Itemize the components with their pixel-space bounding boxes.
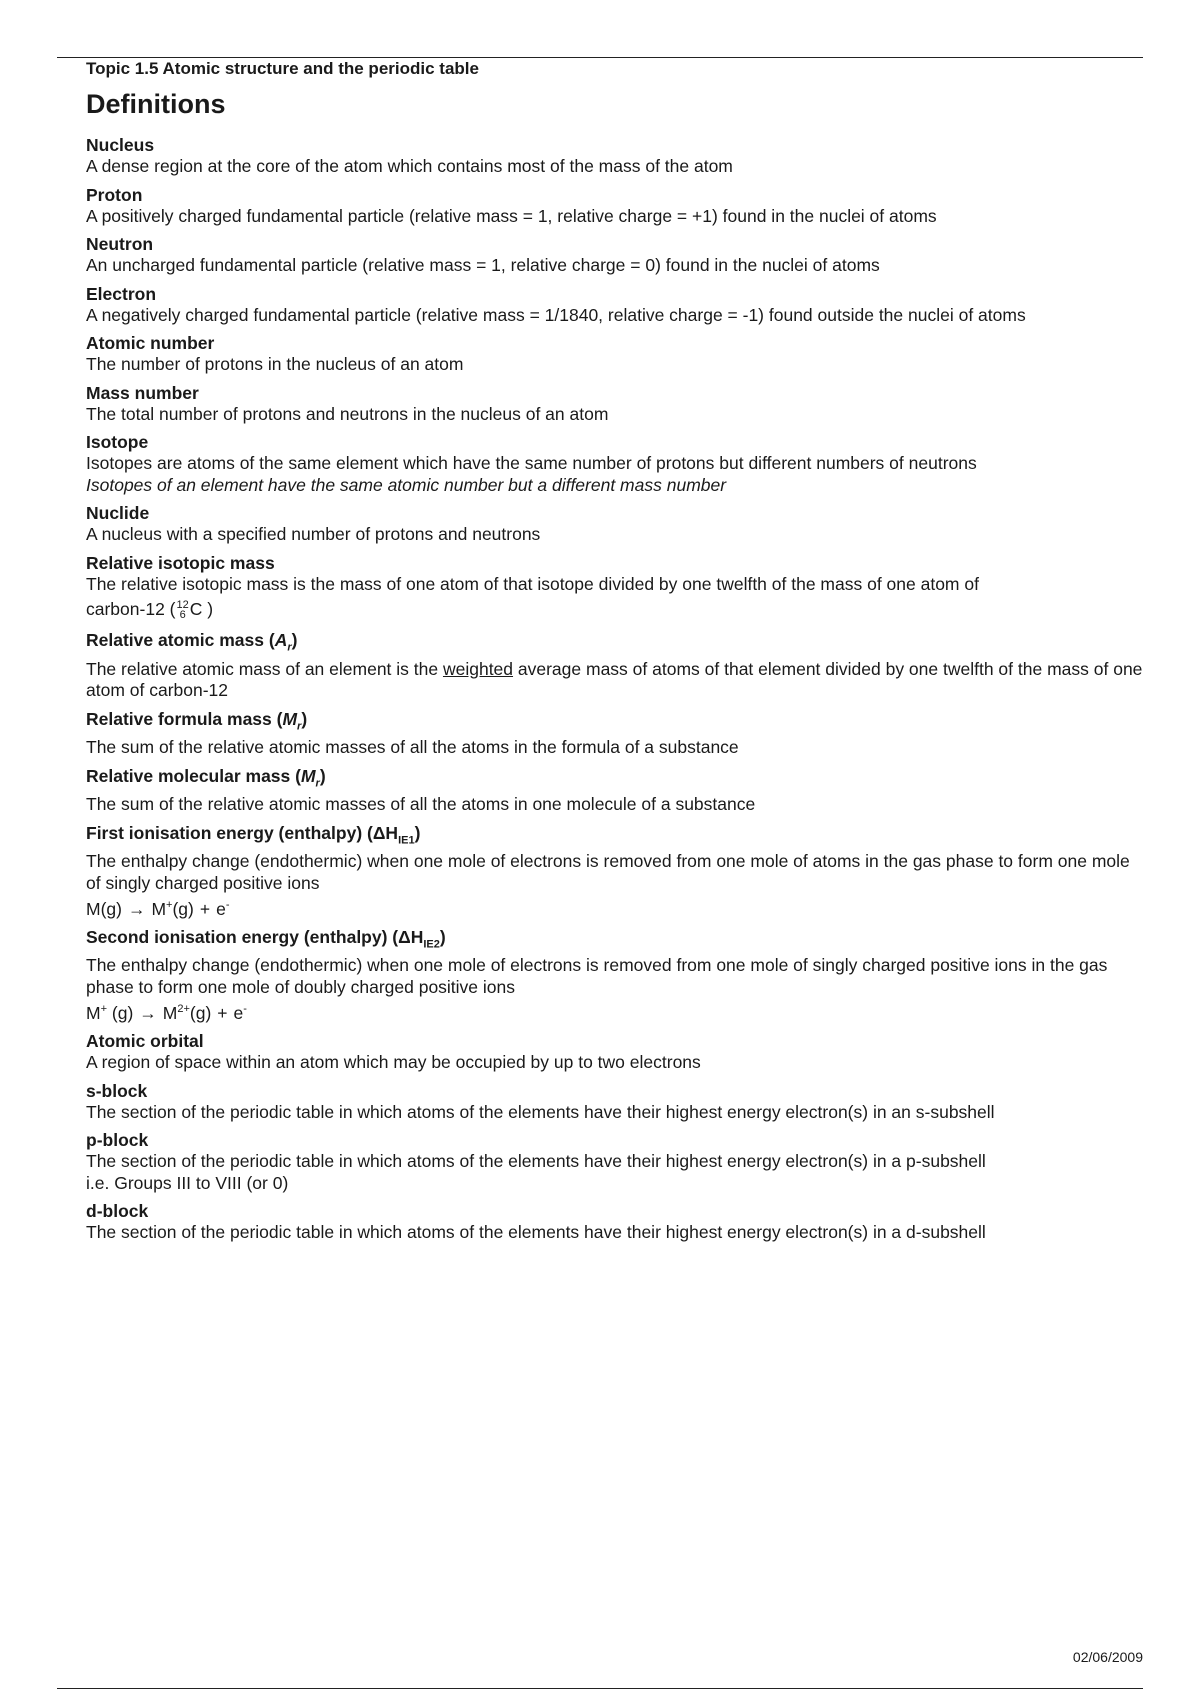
bottom-rule xyxy=(57,1688,1143,1689)
term: Neutron xyxy=(86,234,154,254)
definition: The enthalpy change (endothermic) when one mole of electrons is removed from one mole of atoms in the gas phase to form one mole of singly charged positive ions xyxy=(86,851,1130,893)
definition: Isotopes are atoms of the same element which have the same number of protons but different numbers of neutrons xyxy=(86,453,977,473)
term xyxy=(86,765,1146,795)
def-p-block xyxy=(86,1129,1146,1194)
term-text: Relative formula mass ( xyxy=(86,708,283,729)
element-symbol: C xyxy=(189,599,203,619)
carbon-text: carbon-12 ( xyxy=(86,599,176,619)
eq-right: M xyxy=(162,1003,178,1024)
term: p-block xyxy=(86,1130,149,1151)
term: Electron xyxy=(86,283,157,304)
symbol-sub: r xyxy=(315,777,320,789)
def-mass-number xyxy=(86,382,1146,426)
term-text: Relative molecular mass ( xyxy=(86,765,301,786)
symbol: A xyxy=(274,630,288,650)
definition: A dense region at the core of the atom which contains most of the mass of the atom xyxy=(86,156,733,176)
term: Nucleus xyxy=(86,135,155,155)
def-nucleus xyxy=(86,134,1146,178)
definition: The sum of the relative atomic masses of all the atoms in the formula of a substance xyxy=(86,737,739,757)
page-date: 02/06/2009 xyxy=(1072,1649,1143,1665)
def-second-ionisation-energy xyxy=(86,926,1146,1024)
def-relative-molecular-mass xyxy=(86,765,1146,816)
atomic-number-sub: 6 xyxy=(179,609,186,622)
plus-sign: + xyxy=(217,1003,228,1024)
eq-right: M xyxy=(151,898,167,919)
electron-charge: - xyxy=(243,1003,247,1016)
symbol-sub: r xyxy=(297,720,302,732)
term-close: ) xyxy=(319,765,326,786)
def-proton xyxy=(86,184,1146,228)
definition: An uncharged fundamental particle (relative mass = 1, relative charge = 0) found in the nuclei of atoms xyxy=(86,255,880,275)
def-electron xyxy=(86,283,1146,327)
page-title: Definitions xyxy=(86,89,226,119)
def-relative-atomic-mass xyxy=(86,629,1146,702)
mass-number-sup: 12 xyxy=(176,599,189,612)
definition: A negatively charged fundamental particle (relative mass = 1/1840, relative charge = -1) found outside the nuclei of atoms xyxy=(86,304,1026,325)
nuclide-notation xyxy=(177,600,189,620)
def-atomic-number xyxy=(86,332,1146,376)
term: Atomic orbital xyxy=(86,1031,204,1052)
arrow-icon: → xyxy=(127,898,146,919)
definition: The relative isotopic mass is the mass of one atom of that isotope divided by one twelfth of the mass of one atom of xyxy=(86,573,979,594)
eq-right-state: (g) xyxy=(172,898,194,919)
definition xyxy=(86,659,1146,702)
electron-charge: - xyxy=(225,899,230,911)
eq-left: M xyxy=(86,1003,101,1024)
arrow-icon: → xyxy=(139,1003,157,1024)
eq-right-charge: 2+ xyxy=(177,1003,190,1016)
top-rule xyxy=(57,57,1143,58)
equation xyxy=(86,894,1146,920)
definition: A nucleus with a specified number of protons and neutrons xyxy=(86,524,541,544)
def-relative-formula-mass xyxy=(86,708,1146,759)
term-close: ) xyxy=(414,822,421,843)
definition: The total number of protons and neutrons in the nucleus of an atom xyxy=(86,403,609,424)
eq-right-charge: + xyxy=(166,899,173,911)
electron-symbol: e xyxy=(216,898,226,919)
term-sub: IE2 xyxy=(423,938,440,951)
def-nuclide xyxy=(86,502,1146,546)
term: s-block xyxy=(86,1080,148,1101)
equation xyxy=(86,998,1146,1024)
term: d-block xyxy=(86,1201,149,1222)
term-text: Second ionisation energy (enthalpy) (ΔH xyxy=(86,926,424,947)
definition: The section of the periodic table in which atoms of the elements have their highest energy electron(s) in a p-subshell xyxy=(86,1151,986,1172)
definition-note: Isotopes of an element have the same atomic number but a different mass number xyxy=(86,474,727,495)
eq-right-state: (g) xyxy=(189,1003,212,1024)
eq-left-state: (g) xyxy=(107,1003,134,1024)
definition: The enthalpy change (endothermic) when one mole of electrons is removed from one mole of singly charged positive ions in the gas phase to form one mole of doubly charged positive ions xyxy=(86,955,1108,997)
definition-note: i.e. Groups III to VIII (or 0) xyxy=(86,1172,289,1193)
desc-underlined: weighted xyxy=(442,658,514,679)
term-text: Relative atomic mass ( xyxy=(86,630,275,650)
symbol: M xyxy=(300,765,316,786)
term xyxy=(86,708,1146,738)
term-sub: IE1 xyxy=(398,834,415,846)
symbol: M xyxy=(282,708,298,729)
definition: The section of the periodic table in which atoms of the elements have their highest energy electron(s) in a d-subshell xyxy=(86,1222,986,1243)
term: Isotope xyxy=(86,432,149,452)
def-neutron xyxy=(86,233,1146,277)
term-text: First ionisation energy (enthalpy) (ΔH xyxy=(86,822,399,843)
term-close: ) xyxy=(291,630,298,650)
eq-left: M(g) xyxy=(86,898,122,919)
term xyxy=(86,822,1146,852)
def-first-ionisation-energy xyxy=(86,822,1146,920)
definition: A positively charged fundamental particle (relative mass = 1, relative charge = +1) found in the nuclei of atoms xyxy=(86,205,937,226)
term-close: ) xyxy=(439,926,446,947)
def-d-block xyxy=(86,1200,1146,1244)
term: Atomic number xyxy=(86,333,215,353)
term: Nuclide xyxy=(86,503,150,523)
definition-carbon xyxy=(86,595,1146,623)
symbol-sub: r xyxy=(287,641,292,654)
eq-left-charge: + xyxy=(100,1003,108,1016)
def-s-block xyxy=(86,1080,1146,1124)
term: Relative isotopic mass xyxy=(86,552,275,573)
plus-sign: + xyxy=(199,898,211,919)
desc-pre: The relative atomic mass of an element is the xyxy=(86,658,443,679)
term xyxy=(86,629,1146,659)
close-paren: ) xyxy=(207,599,214,619)
electron-symbol: e xyxy=(233,1003,244,1024)
term-close: ) xyxy=(301,708,308,729)
definition: A region of space within an atom which may be occupied by up to two electrons xyxy=(86,1052,701,1073)
def-atomic-orbital xyxy=(86,1030,1146,1074)
definition: The sum of the relative atomic masses of all the atoms in one molecule of a substance xyxy=(86,794,756,814)
term: Mass number xyxy=(86,382,199,403)
def-isotope xyxy=(86,431,1146,496)
definition: The section of the periodic table in which atoms of the elements have their highest energy electron(s) in an s-subshell xyxy=(86,1101,995,1122)
definitions-list xyxy=(86,134,1146,1250)
definition: The number of protons in the nucleus of an atom xyxy=(86,354,464,374)
term xyxy=(86,926,1146,956)
page-header: Topic 1.5 Atomic structure and the periodic table xyxy=(86,59,479,78)
desc-post: average mass of atoms of that element divided by one twelfth of the mass of one atom of carbon-12 xyxy=(86,658,1143,700)
term: Proton xyxy=(86,184,143,205)
def-relative-isotopic-mass xyxy=(86,552,1146,624)
